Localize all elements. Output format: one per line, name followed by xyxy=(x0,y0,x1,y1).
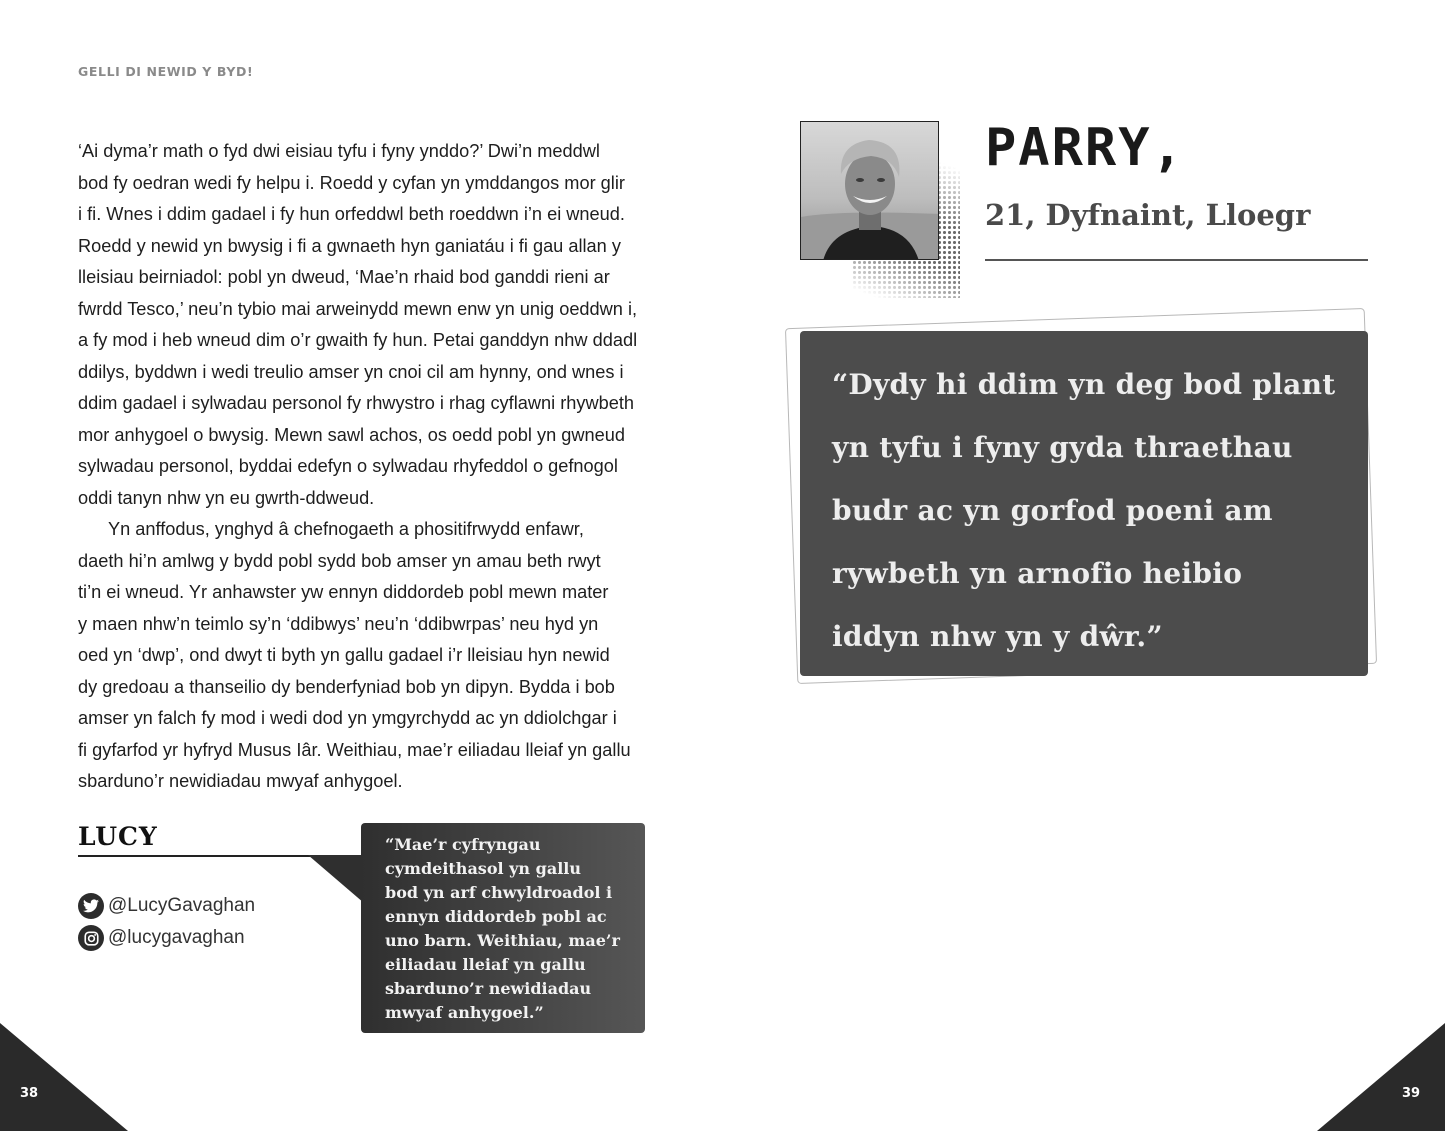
parry-location: 21, Dyfnaint, Lloegr xyxy=(985,198,1311,232)
body-line: oddi tanyn nhw yn eu gwrth-ddweud. xyxy=(78,487,375,508)
running-head: GELLI DI NEWID Y BYD! xyxy=(78,64,254,79)
twitter-row[interactable] xyxy=(78,892,255,920)
body-line: ‘Ai dyma’r math o fyd dwi eisiau tyfu i fyny ynddo?’ Dwi’n meddwl xyxy=(78,141,600,161)
body-line: ddilys, byddwn i wedi treulio amser yn cnoi cil am hynny, ond wnes i xyxy=(78,361,624,382)
quote-line: ennyn diddordeb pobl ac xyxy=(385,907,607,926)
body-line: sylwadau personol, byddai edefyn o sylwadau rhyfeddol o gefnogol xyxy=(78,456,618,476)
page-number-left: 38 xyxy=(20,1086,39,1101)
body-line: oed yn ‘dwp’, ond dwyt ti byth yn gallu gadael i’r lleisiau hyn newid xyxy=(78,645,610,665)
twitter-icon xyxy=(78,893,104,919)
quote-line: eiliadau lleiaf yn gallu xyxy=(385,955,586,974)
body-line: mor anhygoel o bwysig. Mewn sawl achos, os oedd pobl yn gwneud xyxy=(78,424,625,445)
quote-line: yn tyfu i fyny gyda thraethau xyxy=(832,431,1293,464)
twitter-handle[interactable]: @LucyGavaghan xyxy=(108,895,256,916)
body-line: ti’n ei wneud. Yr anhawster yw ennyn diddordeb pobl mewn mater xyxy=(78,582,609,602)
body-text xyxy=(78,136,648,798)
body-line: fi gyfarfod yr hyfryd Musus Iâr. Weithiau, mae’r eiliadau lleiaf yn gallu xyxy=(78,739,631,760)
body-line: i fi. Wnes i ddim gadael i fy hun orfeddwl beth roeddwn i’n ei wneud. xyxy=(78,204,625,224)
quote-line: “Mae’r cyfryngau xyxy=(385,835,541,854)
body-line: amser yn falch fy mod i wedi dod yn ymgyrchydd ac yn ddiolchgar i xyxy=(78,708,617,728)
quote-line: sbarduno’r newidiadau xyxy=(385,979,592,998)
lucy-quote xyxy=(385,833,629,1025)
body-line: bod fy oedran wedi fy helpu i. Roedd y cyfan yn ymddangos mor glir xyxy=(78,172,625,193)
lucy-quote-box xyxy=(361,823,645,1033)
body-line: lleisiau beirniadol: pobl yn dweud, ‘Mae’n rhaid bod ganddi rieni ar xyxy=(78,267,610,287)
parry-quote xyxy=(832,353,1350,668)
body-line: dy gredoau a thanseilio dy benderfyniad bob yn dipyn. Bydda i bob xyxy=(78,676,615,697)
lucy-name: LUCY xyxy=(78,822,158,851)
body-line: Yn anffodus, ynghyd â chefnogaeth a phositifrwydd enfawr, xyxy=(108,519,584,539)
body-line: ddim gadael i sylwadau personol fy rhwystro i rhag cyflawni rhywbeth xyxy=(78,393,634,413)
parry-name: PARRY, xyxy=(985,118,1185,178)
quote-line: cymdeithasol yn gallu xyxy=(385,859,581,878)
parry-quote-box xyxy=(800,331,1368,676)
instagram-handle[interactable]: @lucygavaghan xyxy=(108,927,245,948)
parry-portrait xyxy=(800,121,939,260)
quote-line: mwyaf anhygoel.” xyxy=(385,1003,544,1022)
instagram-row[interactable] xyxy=(78,924,245,952)
quote-line: budr ac yn gorfod poeni am xyxy=(832,494,1273,527)
quote-line: iddyn nhw yn y dŵr.” xyxy=(832,620,1163,653)
lucy-divider xyxy=(78,855,318,857)
page-number-right: 39 xyxy=(1402,1086,1421,1101)
quote-line: “Dydy hi ddim yn deg bod plant xyxy=(832,368,1336,401)
body-line: fwrdd Tesco,’ neu’n tybio mai arweinydd mewn enw yn unig oeddwn i, xyxy=(78,298,638,319)
body-line: Roedd y newid yn bwysig i fi a gwnaeth hyn ganiatáu i fi gau allan y xyxy=(78,235,621,256)
corner-decoration-right xyxy=(1317,1023,1445,1131)
corner-decoration-left xyxy=(0,1023,128,1131)
body-line: y maen nhw’n teimlo sy’n ‘ddibwys’ neu’n ‘ddibwrpas’ neu hyd yn xyxy=(78,613,599,634)
body-line: sbarduno’r newidiadau mwyaf anhygoel. xyxy=(78,771,403,791)
quote-line: uno barn. Weithiau, mae’r xyxy=(385,931,620,950)
parry-divider xyxy=(985,259,1368,261)
quote-line: rywbeth yn arnofio heibio xyxy=(832,557,1243,590)
instagram-icon xyxy=(78,925,104,951)
body-line: a fy mod i heb wneud dim o’r gwaith fy hun. Petai ganddyn nhw ddadl xyxy=(78,330,638,350)
speech-pointer xyxy=(308,855,364,905)
quote-line: bod yn arf chwyldroadol i xyxy=(385,883,613,902)
body-line: daeth hi’n amlwg y bydd pobl sydd bob amser yn amau beth rwyt xyxy=(78,550,601,571)
